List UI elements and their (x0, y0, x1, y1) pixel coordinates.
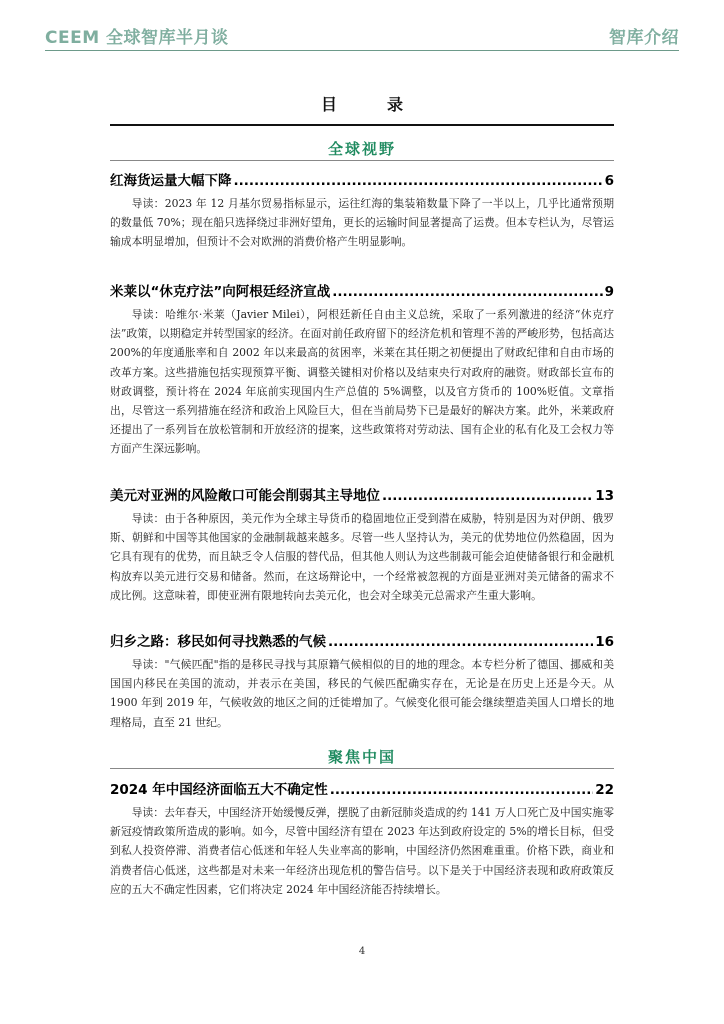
toc-entry-line[interactable] (110, 486, 614, 506)
toc-entry-page[interactable]: 22 (595, 782, 614, 798)
toc-leader-dots (234, 171, 603, 191)
toc-entry-title[interactable]: 归乡之路：移民如何寻找熟悉的气候 (110, 634, 326, 650)
toc-entry-abstract: 导读：2023 年 12 月基尔贸易指标显示，运往红海的集装箱数量下降了一半以上，几乎比通常预期的数量低 70%；现在船只选择绕过非洲好望角，更长的运输时间显著提高了运费。但本专栏认为，尽管运输成本明显增加，但预计不会对欧洲的消费价格产生明显影响。 (110, 197, 614, 249)
section-divider (110, 768, 614, 769)
header-publication-title: CEEM 全球智库半月谈 (45, 28, 229, 48)
page-number: 4 (358, 946, 366, 957)
toc-leader-dots (328, 632, 593, 652)
toc-entry[interactable] (110, 780, 614, 899)
toc-entry-abstract: 导读："气候匹配"指的是移民寻找与其原籍气候相似的目的地的理念。本专栏分析了德国、挪威和美国国内移民在美国的流动，并表示在美国，移民的气候匹配确实存在，无论是在历史上还是今天。从 1900 年到 2019 年，气候收敛的地区之间的迁徙增加了。气候变化很可能会继续塑造美国人口增长的地理格局，直至 21 世纪。 (110, 658, 614, 729)
section-title-global: 全球视野 (327, 140, 396, 158)
toc-entry-page[interactable]: 9 (604, 284, 614, 300)
toc-entry-line[interactable] (110, 632, 614, 652)
toc-divider (110, 124, 614, 126)
toc-entry-abstract: 导读：哈维尔·米莱（Javier Milei），阿根廷新任自由主义总统，采取了一系列激进的经济“休克疗法”政策，以期稳定并转型国家的经济。在面对前任政府留下的经济危机和管理不善的严峻形势，包括高达 200%的年度通胀率和自 2002 年以来最高的贫困率，米莱在其任期之初便提出了财政纪律和自由市场的改革方案。这些措施包括实现预算平衡、调整关键相对价格以及结束央行对政府的融资。财政部长宣布的财政调整，预计将在 2024 年底前实现国内生产总值的 5%调整，以及官方货币的 100%贬值。文章指出，尽管这一系列措施在经济和政治上风险巨大，但在当前局势下已是最好的解决方案。此外，米莱政府还提出了一系列旨在放松管制和开放经济的提案，这些政策将对劳动法、国有企业的私有化及工会权力等方面产生深远影响。 (110, 308, 614, 456)
toc-entry-page[interactable]: 16 (595, 634, 614, 650)
toc-leader-dots (382, 486, 593, 506)
section-divider (110, 160, 614, 161)
toc-leader-dots (332, 282, 602, 302)
toc-entry-page[interactable]: 6 (604, 173, 614, 189)
toc-leader-dots (330, 780, 593, 800)
toc-title: 目录 (320, 95, 453, 114)
toc-entry-title[interactable]: 红海货运量大幅下降 (110, 173, 232, 189)
toc-entry-abstract: 导读：由于各种原因，美元作为全球主导货币的稳固地位正受到潜在威胁，特别是因为对伊朗、俄罗斯、朝鲜和中国等其他国家的金融制裁越来越多。尽管一些人坚持认为，美元的优势地位仍然稳固，因为它具有现有的优势，而且缺乏令人信服的替代品，但其他人则认为这些制裁可能会迫使储备银行和金融机构放弃以美元进行交易和储备。然而，在这场辩论中，一个经常被忽视的方面是亚洲对美元储备的需求不成比例。这意味着，即使亚洲有限地转向去美元化，也会对全球美元总需求产生重大影响。 (110, 512, 614, 602)
section-title-china: 聚焦中国 (327, 748, 396, 766)
toc-entry[interactable] (110, 632, 614, 732)
toc-entry-line[interactable] (110, 171, 614, 191)
toc-entry-page[interactable]: 13 (595, 488, 614, 504)
toc-entry-abstract: 导读：去年春天，中国经济开始缓慢反弹，摆脱了由新冠肺炎造成的约 141 万人口死亡及中国实施零新冠疫情政策所造成的影响。如今，尽管中国经济有望在 2023 年达到政府设定的 5%的增长目标，但受到私人投资停滞、消费者信心低迷和年轻人失业率高的影响，中国经济仍然困难重重。价格下跌，商业和消费者信心低迷，这些都是对未来一年经济出现危机的警告信号。以下是关于中国经济表现和政府政策反应的五大不确定性因素，它们将决定 2024 年中国经济能否持续增长。 (110, 806, 614, 896)
toc-entry-line[interactable] (110, 282, 614, 302)
toc-entry-title[interactable]: 2024 年中国经济面临五大不确定性 (110, 782, 328, 798)
toc-entry[interactable] (110, 486, 614, 605)
toc-entry-title[interactable]: 米莱以“休克疗法”向阿根廷经济宣战 (110, 284, 331, 300)
toc-entry-title[interactable]: 美元对亚洲的风险敞口可能会削弱其主导地位 (110, 488, 380, 504)
toc-entry-line[interactable] (110, 780, 614, 800)
toc-entry[interactable] (110, 171, 614, 252)
page-header (45, 20, 679, 51)
toc-entry[interactable] (110, 282, 614, 459)
header-section-label: 智库介绍 (609, 28, 679, 48)
